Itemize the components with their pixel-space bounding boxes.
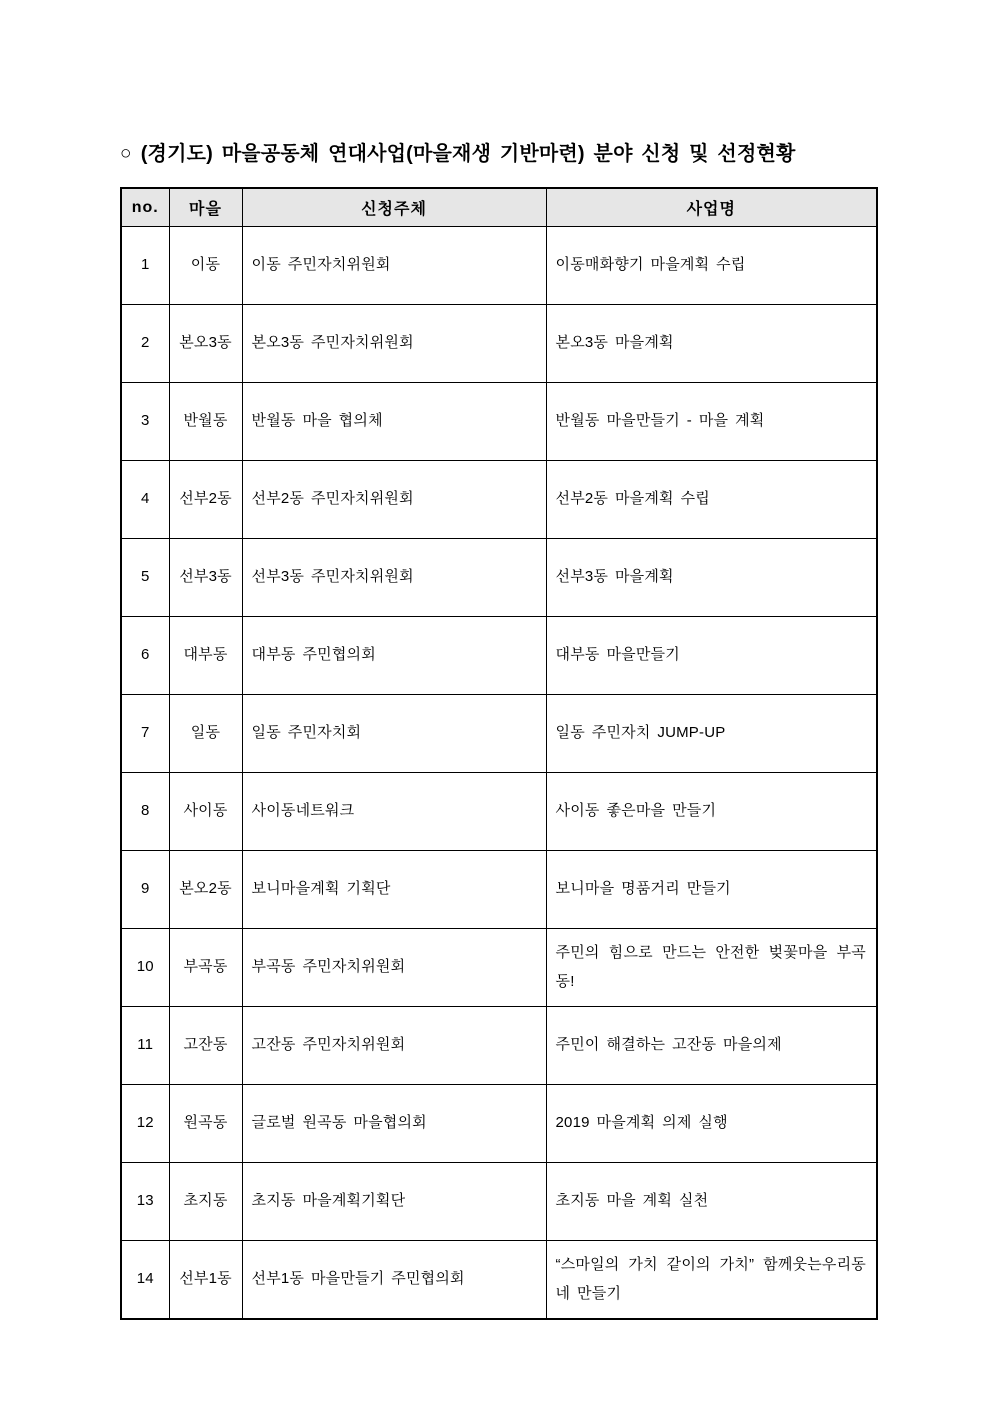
cell-no: 7 [121,695,169,773]
cell-applicant: 본오3동 주민자치위원회 [242,305,546,383]
cell-village: 선부1동 [169,1241,242,1320]
header-no: no. [121,188,169,227]
cell-no: 11 [121,1007,169,1085]
cell-applicant: 보니마을계획 기획단 [242,851,546,929]
cell-applicant: 글로벌 원곡동 마을협의회 [242,1085,546,1163]
cell-no: 2 [121,305,169,383]
cell-applicant: 선부3동 주민자치위원회 [242,539,546,617]
cell-village: 고잔동 [169,1007,242,1085]
cell-project: 사이동 좋은마을 만들기 [546,773,877,851]
cell-applicant: 초지동 마을계획기획단 [242,1163,546,1241]
header-village: 마을 [169,188,242,227]
cell-village: 반월동 [169,383,242,461]
cell-applicant: 고잔동 주민자치위원회 [242,1007,546,1085]
table-row [121,617,877,695]
cell-project: 이동매화향기 마을계획 수립 [546,227,877,305]
cell-village: 선부2동 [169,461,242,539]
table-row [121,539,877,617]
table-row [121,773,877,851]
cell-project: 본오3동 마을계획 [546,305,877,383]
page-title [120,137,877,166]
cell-no: 6 [121,617,169,695]
table-row [121,695,877,773]
table-row [121,1007,877,1085]
circle-bullet-icon: ○ [120,143,132,164]
cell-village: 이동 [169,227,242,305]
table-row [121,1163,877,1241]
cell-applicant: 이동 주민자치위원회 [242,227,546,305]
cell-no: 1 [121,227,169,305]
table-row [121,305,877,383]
cell-project: 2019 마을계획 의제 실행 [546,1085,877,1163]
cell-no: 10 [121,929,169,1007]
cell-no: 8 [121,773,169,851]
cell-project: 선부2동 마을계획 수립 [546,461,877,539]
cell-project: 주민의 힘으로 만드는 안전한 벚꽃마을 부곡동! [546,929,877,1007]
cell-project: 일동 주민자치 JUMP-UP [546,695,877,773]
table-row [121,929,877,1007]
cell-village: 일동 [169,695,242,773]
cell-project: 반월동 마을만들기 - 마을 계획 [546,383,877,461]
cell-project: 대부동 마을만들기 [546,617,877,695]
cell-village: 대부동 [169,617,242,695]
cell-no: 14 [121,1241,169,1320]
cell-project: 초지동 마을 계획 실천 [546,1163,877,1241]
cell-project: 보니마을 명품거리 만들기 [546,851,877,929]
page-title-text: (경기도) 마을공동체 연대사업(마을재생 기반마련) 분야 신청 및 선정현황 [140,143,796,165]
table-body [121,227,877,1320]
header-applicant: 신청주체 [242,188,546,227]
table-row [121,851,877,929]
cell-no: 13 [121,1163,169,1241]
cell-no: 9 [121,851,169,929]
table-row [121,227,877,305]
header-project: 사업명 [546,188,877,227]
cell-village: 부곡동 [169,929,242,1007]
cell-village: 본오3동 [169,305,242,383]
application-status-table [120,187,878,1320]
cell-no: 4 [121,461,169,539]
table-row [121,383,877,461]
cell-applicant: 반월동 마을 협의체 [242,383,546,461]
cell-no: 5 [121,539,169,617]
cell-applicant: 선부1동 마을만들기 주민협의회 [242,1241,546,1320]
cell-applicant: 선부2동 주민자치위원회 [242,461,546,539]
cell-village: 원곡동 [169,1085,242,1163]
table-row [121,461,877,539]
cell-project: 선부3동 마을계획 [546,539,877,617]
cell-no: 3 [121,383,169,461]
table-row [121,1085,877,1163]
cell-project: “스마일의 가치 같이의 가치” 함께웃는우리동네 만들기 [546,1241,877,1320]
cell-village: 본오2동 [169,851,242,929]
cell-village: 초지동 [169,1163,242,1241]
cell-applicant: 부곡동 주민자치위원회 [242,929,546,1007]
cell-village: 선부3동 [169,539,242,617]
cell-applicant: 사이동네트워크 [242,773,546,851]
cell-applicant: 대부동 주민협의회 [242,617,546,695]
cell-no: 12 [121,1085,169,1163]
table-header-row [121,188,877,227]
cell-project: 주민이 해결하는 고잔동 마을의제 [546,1007,877,1085]
cell-village: 사이동 [169,773,242,851]
table-row [121,1241,877,1320]
cell-applicant: 일동 주민자치회 [242,695,546,773]
